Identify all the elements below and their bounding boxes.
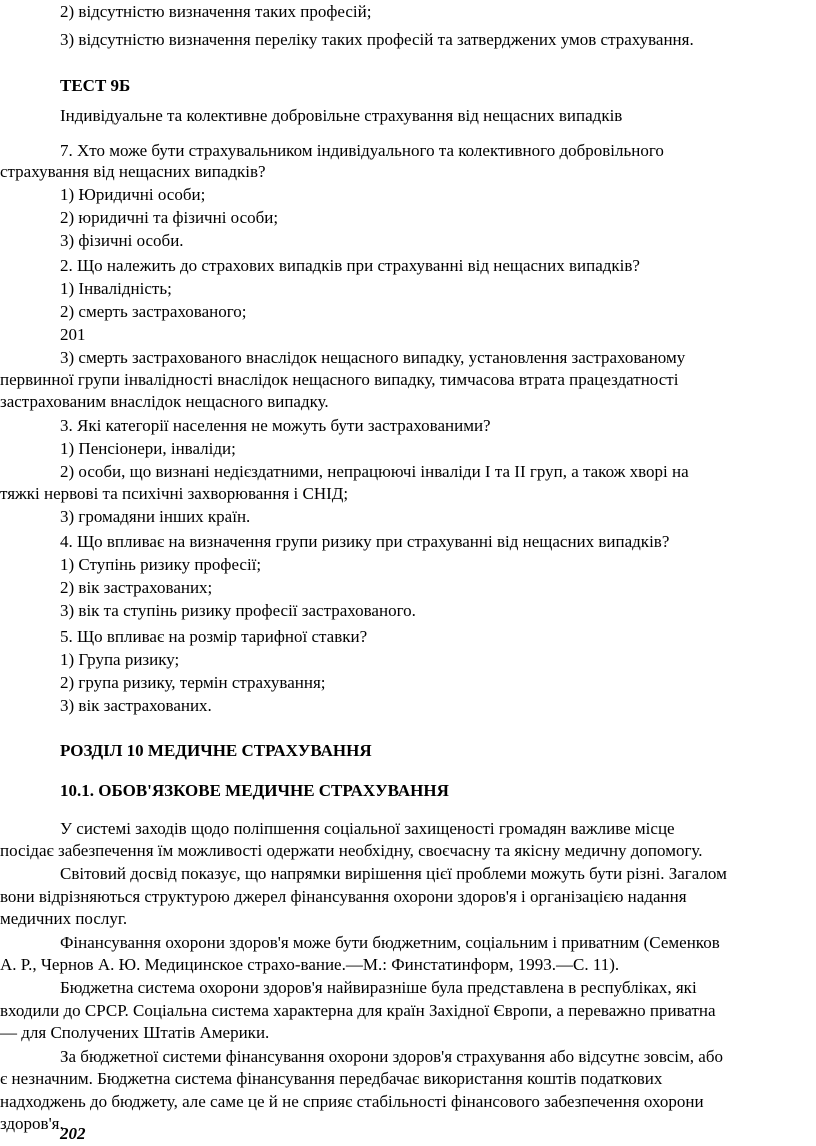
text-line-6: страхування від нещасних випадків? bbox=[0, 162, 266, 181]
text-line-20: тяжкі нервові та психічні захворювання і СНІД; bbox=[0, 484, 349, 503]
text-line-5: 7. Хто може бути страхувальником індивідуального та колективного добровільного bbox=[60, 141, 664, 160]
text-line-32: У системі заходів щодо поліпшення соціальної захищеності громадян важливе місце bbox=[60, 819, 675, 838]
text-line-21: 3) громадяни інших країн. bbox=[60, 507, 251, 526]
text-line-41: — для Сполучених Штатів Америки. bbox=[0, 1023, 270, 1042]
text-line-18: 1) Пенсіонери, інваліди; bbox=[60, 439, 236, 458]
text-line-14: 3) смерть застрахованого внаслідок нещасного випадку, установлення застрахованому bbox=[60, 348, 686, 367]
text-line-23: 1) Ступінь ризику професії; bbox=[60, 555, 262, 574]
text-line-15: первинної групи інвалідності внаслідок нещасного випадку, тимчасова втрата працездатності bbox=[0, 370, 679, 389]
text-line-40: входили до СРСР. Соціальна система характерна для країн Західної Європи, а переважно приватна bbox=[0, 1001, 716, 1020]
text-line-22: 4. Що впливає на визначення групи ризику при страхуванні від нещасних випадків? bbox=[60, 532, 670, 551]
text-line-29: 3) вік застрахованих. bbox=[60, 696, 212, 715]
text-line-36: медичних послуг. bbox=[0, 909, 128, 928]
text-line-35: вони відрізняються структурою джерел фінансування охорони здоров'я і організацією надання bbox=[0, 887, 687, 906]
text-line-13: 201 bbox=[60, 325, 86, 344]
text-line-1: 2) відсутністю визначення таких професій; bbox=[60, 2, 372, 21]
text-line-28: 2) група ризику, термін страхування; bbox=[60, 673, 326, 692]
text-line-4: Індивідуальне та колективне добровільне страхування від нещасних випадків bbox=[60, 106, 623, 125]
text-line-33: посідає забезпечення їм можливості одержати необхідну, своєчасну та якісну медичну допомогу. bbox=[0, 841, 703, 860]
text-line-17: 3. Які категорії населення не можуть бути застрахованими? bbox=[60, 416, 491, 435]
heading-line: 10.1. ОБОВ'ЯЗКОВЕ МЕДИЧНЕ СТРАХУВАННЯ bbox=[60, 781, 449, 800]
text-line-25: 3) вік та ступінь ризику професії застрахованого. bbox=[60, 601, 416, 620]
text-line-7: 1) Юридичні особи; bbox=[60, 185, 206, 204]
text-line-8: 2) юридичні та фізичні особи; bbox=[60, 208, 279, 227]
text-line-37: Фінансування охорони здоров'я може бути бюджетним, соціальним і приватним (Семенков bbox=[60, 933, 720, 952]
text-line-45: здоров'я. bbox=[0, 1114, 64, 1133]
text-line-42: За бюджетної системи фінансування охорони здоров'я страхування або відсутнє зовсім, або bbox=[60, 1047, 723, 1066]
text-line-11: 1) Інвалідність; bbox=[60, 279, 172, 298]
text-line-9: 3) фізичні особи. bbox=[60, 231, 184, 250]
text-line-12: 2) смерть застрахованого; bbox=[60, 302, 247, 321]
text-line-44: надходжень до бюджету, але саме це й не сприяє стабільності фінансового забезпечення охорони bbox=[0, 1092, 704, 1111]
text-line-16: застрахованим внаслідок нещасного випадку. bbox=[0, 392, 329, 411]
text-line-26: 5. Що впливає на розмір тарифної ставки? bbox=[60, 627, 368, 646]
text-line-27: 1) Група ризику; bbox=[60, 650, 180, 669]
text-line-34: Світовий досвід показує, що напрямки вирішення цієї проблеми можуть бути різні. Загалом bbox=[60, 864, 727, 883]
text-line-2: 3) відсутністю визначення переліку таких професій та затверджених умов страхування. bbox=[60, 30, 694, 49]
page-number: 202 bbox=[60, 1124, 86, 1143]
text-line-24: 2) вік застрахованих; bbox=[60, 578, 213, 597]
heading-line: ТЕСТ 9Б bbox=[60, 76, 131, 95]
text-line-10: 2. Що належить до страхових випадків при страхуванні від нещасних випадків? bbox=[60, 256, 640, 275]
text-line-39: Бюджетна система охорони здоров'я найвиразніше була представлена в республіках, які bbox=[60, 978, 697, 997]
text-line-19: 2) особи, що визнані недієздатними, непрацюючі інваліди І та ІІ груп, а також хворі на bbox=[60, 462, 689, 481]
text-line-38: А. Р., Чернов А. Ю. Медицинское страхо-вание.—М.: Финстатинформ, 1993.—С. 11). bbox=[0, 955, 620, 974]
heading-line: РОЗДІЛ 10 МЕДИЧНЕ СТРАХУВАННЯ bbox=[60, 741, 372, 760]
text-line-43: є незначним. Бюджетна система фінансування передбачає використання коштів податкових bbox=[0, 1069, 663, 1088]
